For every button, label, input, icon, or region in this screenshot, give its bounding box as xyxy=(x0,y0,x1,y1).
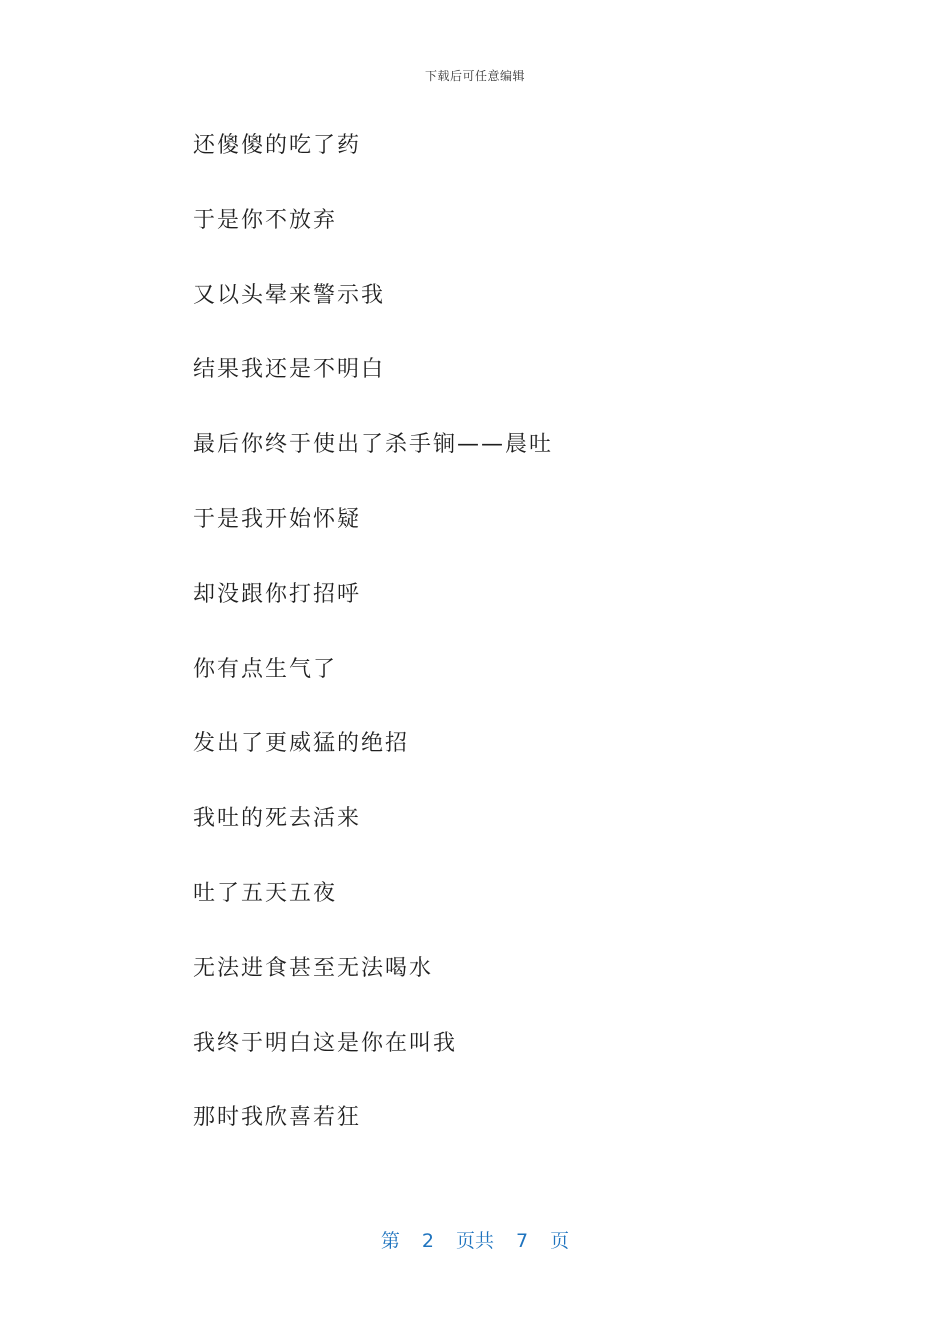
poem-line: 又以头晕来警示我 xyxy=(193,282,386,308)
header-note: 下载后可任意编辑 xyxy=(424,69,525,83)
poem-lines xyxy=(193,128,553,1175)
poem-line: 还傻傻的吃了药 xyxy=(193,133,362,158)
footer-suffix: 页 xyxy=(550,1230,570,1252)
poem-line: 那时我欣喜若狂 xyxy=(193,1105,362,1131)
poem-line: 于是你不放弃 xyxy=(193,207,338,233)
poem-line: 发出了更威猛的绝招 xyxy=(193,731,410,757)
footer-middle: 页共 xyxy=(455,1230,494,1252)
poem-line: 我吐的死去活来 xyxy=(193,806,362,832)
total-pages-number: 7 xyxy=(516,1230,529,1252)
poem-line: 我终于明白这是你在叫我 xyxy=(193,1030,458,1056)
poem-line: 无法进食甚至无法喝水 xyxy=(193,955,434,981)
footer-prefix: 第 xyxy=(380,1230,400,1252)
page-number-footer xyxy=(0,1226,950,1253)
poem-line: 却没跟你打招呼 xyxy=(193,581,362,607)
poem-line: 你有点生气了 xyxy=(193,656,338,682)
current-page-number: 2 xyxy=(421,1230,434,1252)
poem-line: 结果我还是不明白 xyxy=(193,357,386,383)
poem-line: 于是我开始怀疑 xyxy=(193,506,362,532)
poem-line: 最后你终于使出了杀手锏——晨吐 xyxy=(193,432,554,458)
poem-line: 吐了五天五夜 xyxy=(193,880,338,906)
